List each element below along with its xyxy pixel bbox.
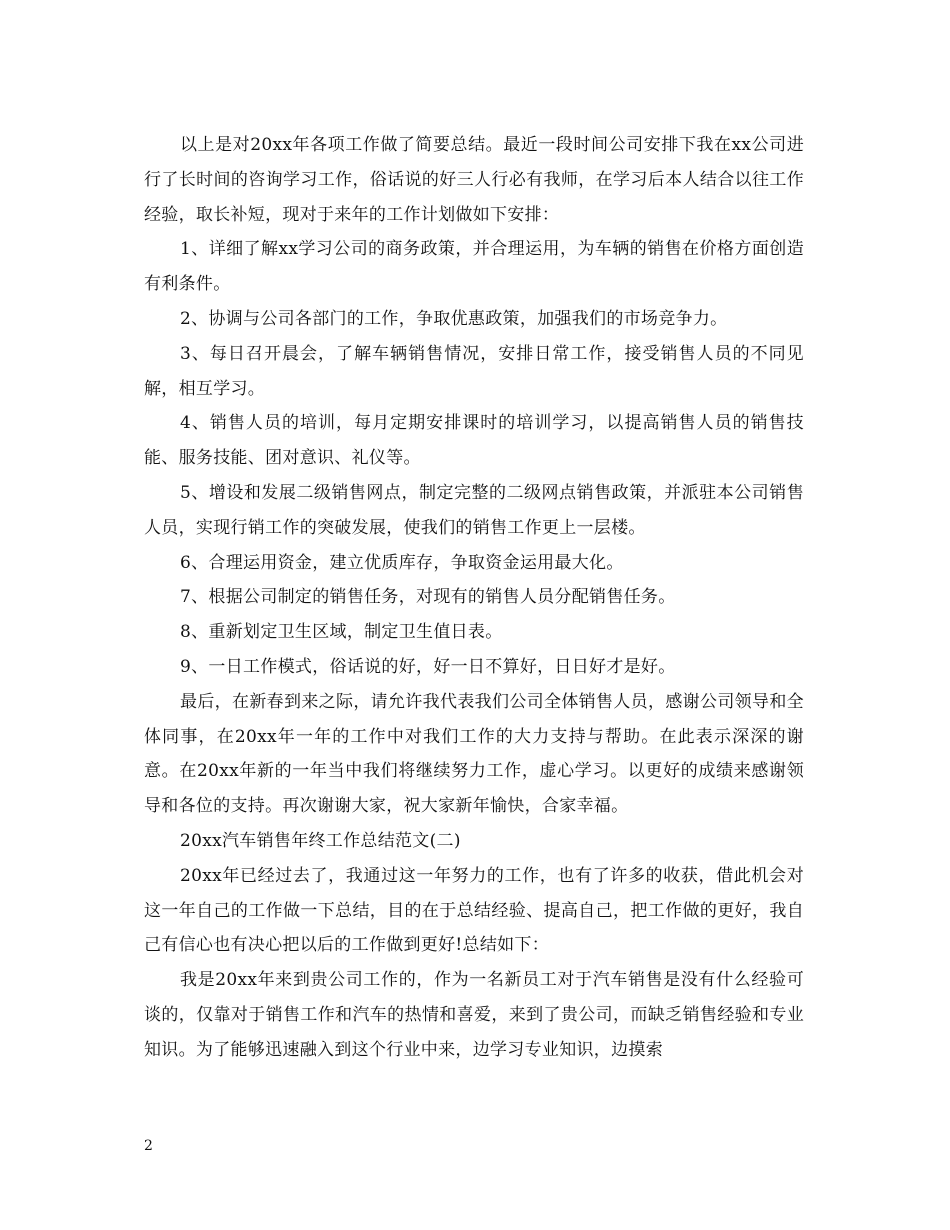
paragraph-item-3: 3、每日召开晨会，了解车辆销售情况，安排日常工作，接受销售人员的不同见解，相互学习。 — [144, 343, 804, 399]
paragraph-closing: 最后，在新春到来之际，请允许我代表我们公司全体销售人员，感谢公司领导和全体同事，在20xx年一年的工作中对我们工作的大力支持与帮助。在此表示深深的谢意。在20xx年新的一年当中我们将继续努力工作，虚心学习。以更好的成绩来感谢领导和各位的支持。再次谢谢大家，祝大家新年愉快，合家幸福。 — [144, 691, 804, 817]
paragraph-item-6: 6、合理运用资金，建立优质库存，争取资金运用最大化。 — [180, 552, 624, 573]
paragraph-item-5: 5、增设和发展二级销售网点，制定完整的二级网点销售政策，并派驻本公司销售人员，实现行销工作的突破发展，使我们的销售工作更上一层楼。 — [144, 482, 804, 538]
paragraph-item-8: 8、重新划定卫生区域，制定卫生值日表。 — [180, 622, 503, 643]
document-body — [144, 128, 804, 1068]
section-heading: 20xx汽车销售年终工作总结范文(二) — [180, 830, 461, 851]
paragraph-second-body: 我是20xx年来到贵公司工作的，作为一名新员工对于汽车销售是没有什么经验可谈的，仅靠对于销售工作和汽车的热情和喜爱，来到了贵公司，而缺乏销售经验和专业知识。为了能够迅速融入到这个行业中来，边学习专业知识，边摸索 — [144, 970, 804, 1060]
paragraph-item-4: 4、销售人员的培训，每月定期安排课时的培训学习，以提高销售人员的销售技能、服务技能、团对意识、礼仪等。 — [144, 413, 804, 469]
paragraph-item-1: 1、详细了解xx学习公司的商务政策，并合理运用，为车辆的销售在价格方面创造有利条件。 — [144, 239, 804, 295]
page-number: 2 — [144, 1138, 153, 1154]
paragraph-item-2: 2、协调与公司各部门的工作，争取优惠政策，加强我们的市场竞争力。 — [180, 308, 728, 329]
paragraph-item-9: 9、一日工作模式，俗话说的好，好一日不算好，日日好才是好。 — [180, 656, 676, 677]
paragraph-item-7: 7、根据公司制定的销售任务，对现有的销售人员分配销售任务。 — [180, 587, 676, 608]
paragraph-summary-intro: 以上是对20xx年各项工作做了简要总结。最近一段时间公司安排下我在xx公司进行了长时间的咨询学习工作，俗话说的好三人行必有我师，在学习后本人结合以往工作经验，取长补短，现对于来年的工作计划做如下安排： — [144, 135, 804, 225]
paragraph-second-intro: 20xx年已经过去了，我通过这一年努力的工作，也有了许多的收获，借此机会对这一年自己的工作做一下总结，目的在于总结经验、提高自己，把工作做的更好，我自己有信心也有决心把以后的工作做到更好!总结如下： — [144, 865, 804, 956]
